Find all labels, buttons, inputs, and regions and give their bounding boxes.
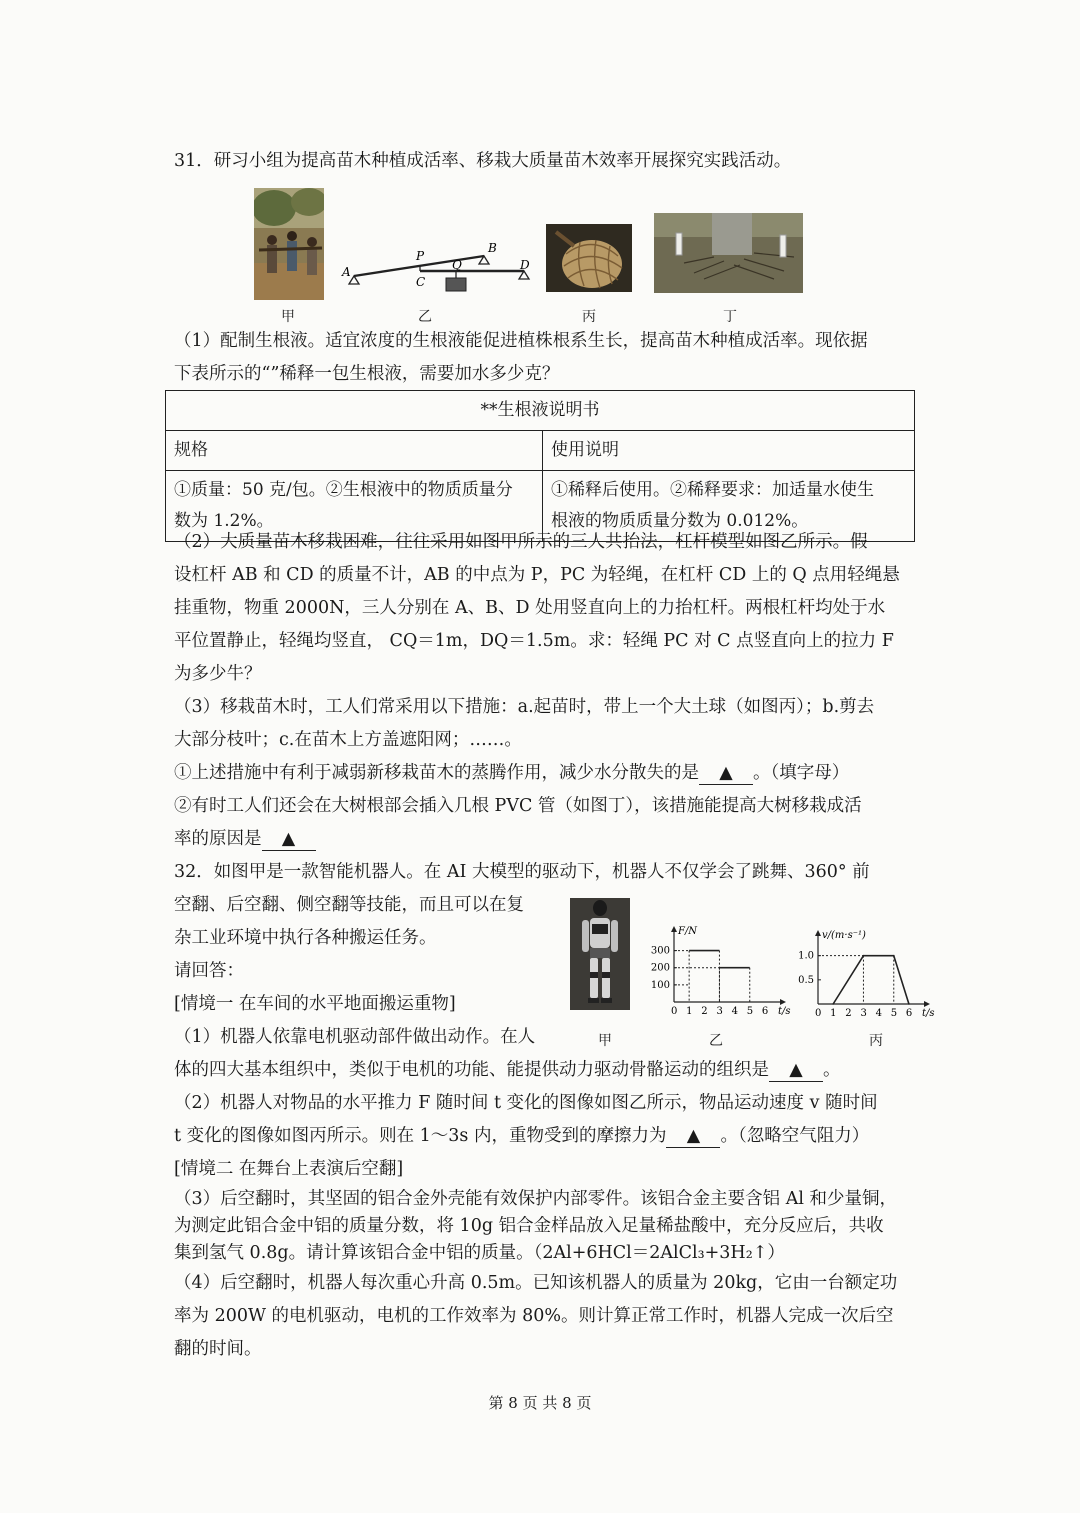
figure-bing-photo [546, 224, 632, 292]
q31-p2-line: 设杠杆 AB 和 CD 的质量不计，AB 的中点为 P，PC 为轻绳，在杠杆 CD 上的 Q 点用轻绳悬 [174, 565, 900, 585]
x-tick-label: 5 [890, 1008, 898, 1019]
answer-blank[interactable]: ▲ [262, 828, 316, 851]
lever-label-a: A [342, 265, 351, 279]
x-axis-label: t/s [922, 1008, 935, 1019]
x-tick-label: 4 [875, 1008, 882, 1019]
x-tick-label: 0 [815, 1008, 822, 1019]
velocity-time-chart [788, 924, 938, 1020]
spec-col2-header: 使用说明 [543, 431, 915, 471]
q32-please-answer: 请回答： [174, 961, 244, 981]
caption-bing: 丙 [582, 309, 596, 325]
x-axis-arrow [780, 999, 786, 1005]
spec-col1-line2: 数为 1.2%。 [174, 511, 274, 531]
rooting-solution-spec-table [165, 390, 915, 542]
x-tick-label: 0 [671, 1006, 678, 1017]
x-tick-label: 1 [830, 1008, 837, 1019]
q32-p2-line2 [174, 1125, 869, 1148]
y-axis-label: F/N [678, 926, 698, 937]
figure-ding-photo [654, 213, 803, 293]
x-axis-label: t/s [778, 1006, 791, 1017]
velocity-point [908, 1003, 910, 1005]
figure-robot-photo [570, 898, 630, 1010]
q32-p4-line: （4）后空翻时，机器人每次重心升高 0.5m。已知该机器人的质量为 20kg，它由一台额定功 [174, 1273, 898, 1293]
y-tick-label: 200 [650, 962, 670, 974]
spec-col1-line1: ①质量：50 克/包。②生根液中的物质质量分 [174, 480, 513, 500]
q31-p3-q1-text: ①上述措施中有利于减弱新移栽苗木的蒸腾作用，减少水分散失的是 [174, 763, 699, 783]
q32-stem-line1: 32．如图甲是一款智能机器人。在 AI 大模型的驱动下，机器人不仅学会了跳舞、360° 前 [174, 862, 870, 882]
lever-label-p: P [416, 249, 425, 263]
x-tick-label: 3 [860, 1008, 867, 1019]
y-axis-arrow [671, 926, 677, 932]
spec-col2-line1: ①稀释后使用。②稀释要求：加适量水使生 [551, 480, 874, 500]
answer-blank[interactable]: ▲ [769, 1059, 823, 1082]
force-time-chart [644, 920, 794, 1020]
q32-p2-suffix: 。（忽略空气阻力） [720, 1126, 870, 1146]
q32-scene1: [情境一 在车间的水平地面搬运重物] [174, 994, 456, 1014]
page-footer: 第 8 页 共 8 页 [488, 1394, 592, 1412]
x-tick-label: 3 [716, 1006, 723, 1017]
x-tick-label: 4 [731, 1006, 738, 1017]
caption-yi: 乙 [418, 309, 432, 325]
q32-stem-line2: 空翻、后空翻、侧空翻等技能，而且可以在复 [174, 895, 524, 915]
q31-p3-q1 [174, 762, 849, 785]
q31-stem: 31．研习小组为提高苗木种植成活率、移栽大质量苗木效率开展探究实践活动。 [174, 151, 792, 171]
answer-blank[interactable]: ▲ [699, 762, 753, 785]
q32-stem-line3: 杂工业环境中执行各种搬运任务。 [174, 928, 437, 948]
spec-col1-header: 规格 [166, 431, 543, 471]
y-axis-arrow [815, 930, 821, 936]
velocity-series-line [833, 956, 909, 1004]
q32-p4-line: 率为 200W 的电机驱动，电机的工作效率为 80%。则计算正常工作时，机器人完成一次后空 [174, 1306, 894, 1326]
q32-p3-line: 为测定此铝合金中铝的质量分数，将 10g 铝合金样品放入足量稀盐酸中，充分反应后，共收 [174, 1216, 884, 1236]
caption-robot-jia: 甲 [598, 1033, 612, 1049]
q31-p3-q2-line2 [174, 828, 316, 851]
q31-p1-line2: 下表所示的“”稀释一包生根液，需要加水多少克？ [174, 364, 560, 384]
y-tick-label: 100 [650, 979, 670, 991]
q31-p3-line: 大部分枝叶；c.在苗木上方盖遮阳网；……。 [174, 730, 522, 750]
q31-p3-line: （3）移栽苗木时，工人们常采用以下措施：a.起苗时，带上一个大土球（如图丙）；b.剪去 [174, 697, 875, 717]
q31-p2-line: （2）大质量苗木移栽困难，往往采用如图甲所示的三人共抬法，杠杆模型如图乙所示。假 [174, 532, 868, 552]
spec-table-title: **生根液说明书 [166, 391, 915, 431]
q31-p2-line: 为多少牛？ [174, 664, 262, 684]
x-tick-label: 1 [686, 1006, 693, 1017]
y-tick-label: 0.5 [798, 974, 814, 986]
q32-p1-line2 [174, 1059, 841, 1082]
caption-chart-bing: 丙 [869, 1033, 883, 1049]
lever-label-b: B [488, 241, 497, 255]
x-tick-label: 6 [761, 1006, 769, 1017]
q32-p3-line: （3）后空翻时，其坚固的铝合金外壳能有效保护内部零件。该铝合金主要含铝 Al 和少量铜， [174, 1189, 897, 1209]
x-tick-label: 2 [845, 1008, 852, 1019]
velocity-point [832, 1003, 834, 1005]
q32-p1-text: 体的四大基本组织中，类似于电机的功能、能提供动力驱动骨骼运动的组织是 [174, 1060, 769, 1080]
y-tick-label: 300 [650, 945, 670, 957]
caption-ding: 丁 [723, 309, 737, 325]
caption-jia: 甲 [281, 309, 295, 325]
q32-scene2: [情境二 在舞台上表演后空翻] [174, 1159, 404, 1179]
spec-col2-line2: 根液的物质质量分数为 0.012%。 [551, 511, 809, 531]
lever-label-c: C [416, 275, 426, 289]
answer-blank[interactable]: ▲ [666, 1125, 720, 1148]
q31-p2-line: 挂重物，物重 2000N，三人分别在 A、B、D 处用竖直向上的力抬杠杆。两根杠杆均处于水 [174, 598, 886, 618]
lever-label-d: D [520, 258, 530, 272]
q32-p1-line1: （1）机器人依靠电机驱动部件做出动作。在人 [174, 1027, 536, 1047]
q31-p1-line1: （1）配制生根液。适宜浓度的生根液能促进植株根系生长，提高苗木种植成活率。现依据 [174, 331, 868, 351]
x-tick-label: 6 [905, 1008, 913, 1019]
x-tick-label: 5 [746, 1006, 754, 1017]
q31-p3-q1-suffix: 。（填字母） [753, 763, 850, 783]
q31-p2-line: 平位置静止，轻绳均竖直， CQ＝1m，DQ＝1.5m。求：轻绳 PC 对 C 点竖直向上的拉力 F [174, 631, 894, 651]
x-tick-label: 2 [701, 1006, 708, 1017]
q31-p3-q2-line1: ②有时工人们还会在大树根部会插入几根 PVC 管（如图丁），该措施能提高大树移栽成活 [174, 796, 862, 816]
q32-p4-line: 翻的时间。 [174, 1339, 262, 1359]
q31-p3-q2-text: 率的原因是 [174, 829, 262, 849]
q32-p2-line1: （2）机器人对物品的水平推力 F 随时间 t 变化的图像如图乙所示，物品运动速度 v 随时间 [174, 1093, 878, 1113]
lever-label-q: Q [452, 258, 462, 272]
q32-p2-text: t 变化的图像如图丙所示。则在 1～3s 内，重物受到的摩擦力为 [174, 1126, 667, 1146]
lever-model-diagram [338, 238, 538, 298]
figure-jia-photo [254, 188, 324, 300]
q32-p3-line: 集到氢气 0.8g。请计算该铝合金中铝的质量。（2Al+6HCl＝2AlCl₃+3H₂↑） [174, 1243, 785, 1263]
x-axis-arrow [924, 1001, 930, 1007]
y-tick-label: 1.0 [798, 950, 814, 962]
y-axis-label: v/(m·s⁻¹) [822, 930, 866, 941]
caption-chart-yi: 乙 [709, 1033, 723, 1049]
q32-p1-suffix: 。 [823, 1060, 841, 1080]
